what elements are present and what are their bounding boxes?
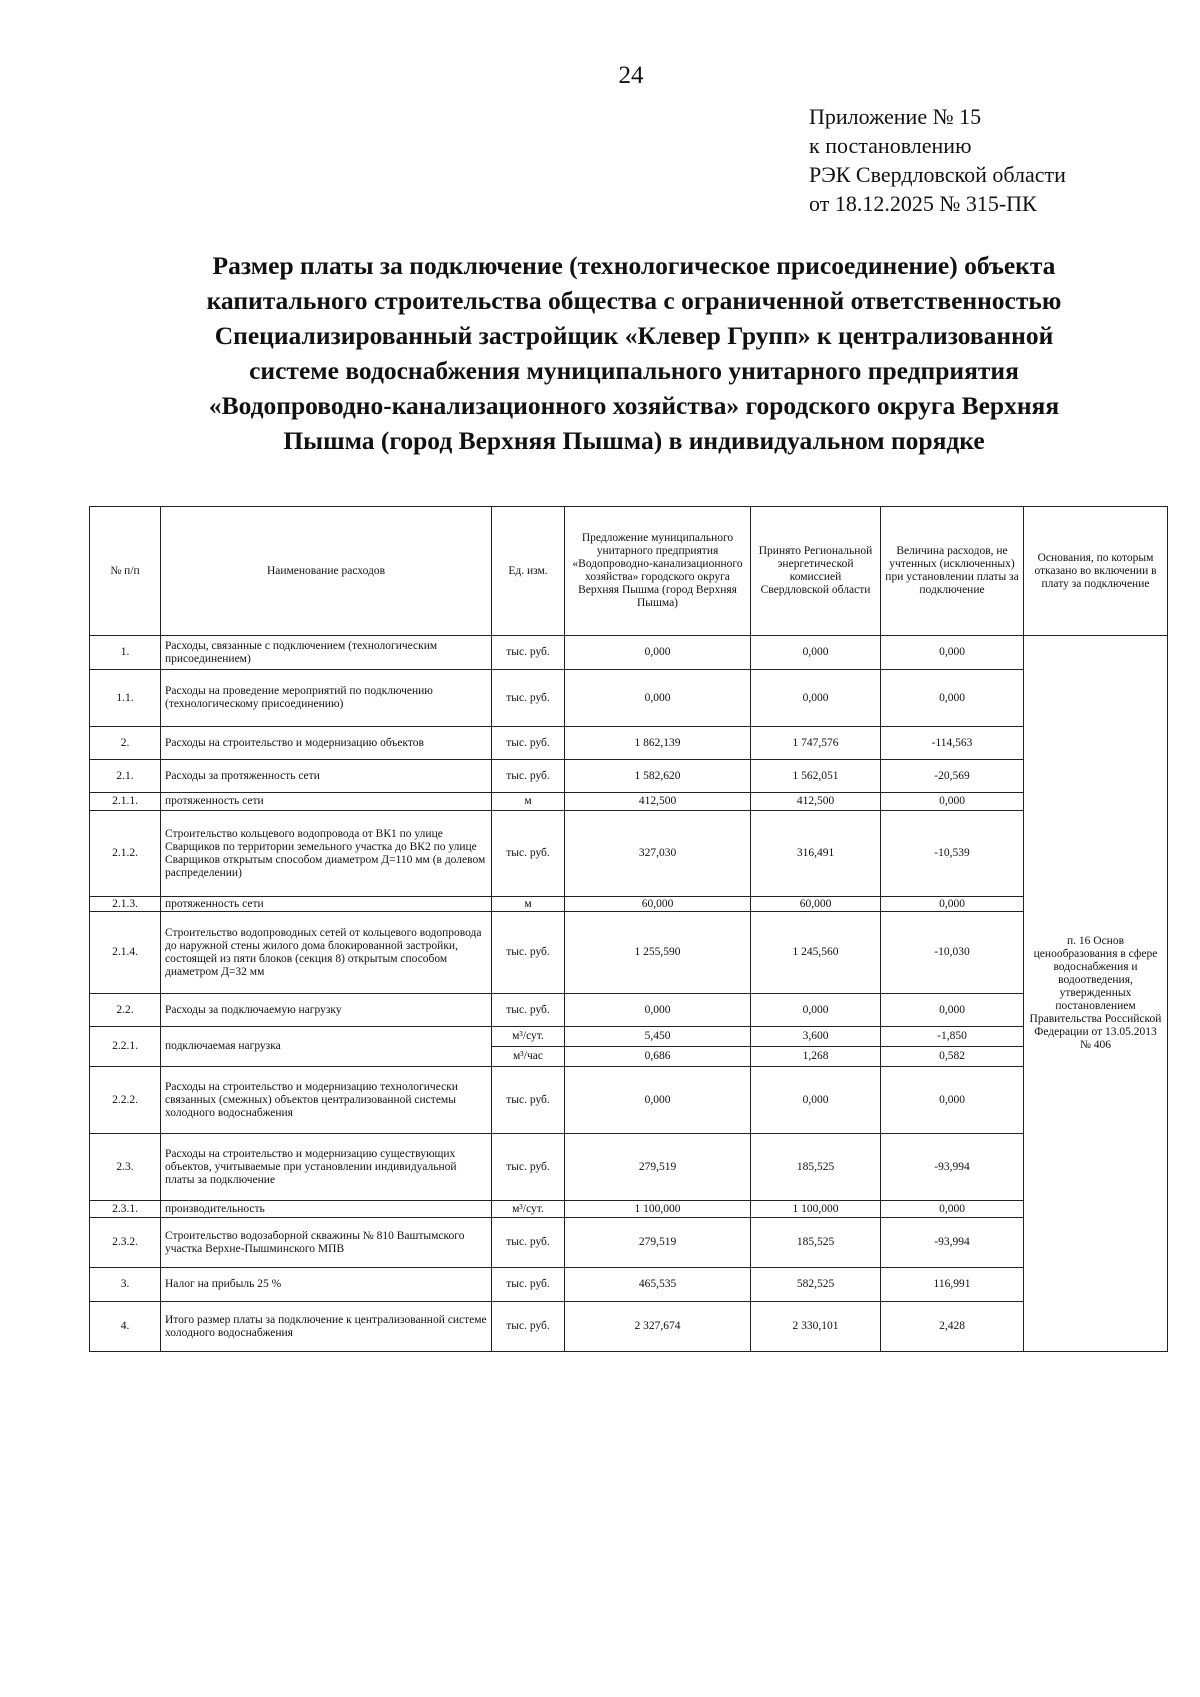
cell-proposal: 279,519 (565, 1218, 751, 1268)
cell-name: протяженность сети (161, 897, 492, 912)
table-row (90, 1302, 1168, 1352)
cell-excluded: 0,000 (881, 793, 1024, 811)
cell-accepted: 1 245,560 (751, 912, 881, 994)
cell-proposal: 1 255,590 (565, 912, 751, 994)
cell-num: 2.2. (90, 994, 161, 1027)
appendix-line: к постановлению (809, 133, 972, 158)
table-row (90, 811, 1168, 897)
cell-name: подключаемая нагрузка (161, 1027, 492, 1067)
table-row (90, 670, 1168, 727)
table-row (90, 1027, 1168, 1047)
table-row (90, 727, 1168, 760)
cell-name: Расходы за подключаемую нагрузку (161, 994, 492, 1027)
cell-basis: п. 16 Основ ценообразования в сфере водоснабжения и водоотведения, утвержденных постановлением Правительства Российской Федерации от 13.05.2013 № 406 (1024, 636, 1168, 1352)
cell-accepted: 316,491 (751, 811, 881, 897)
cell-num: 3. (90, 1268, 161, 1302)
cell-name: Расходы на проведение мероприятий по подключению (технологическому присоединению) (161, 670, 492, 727)
header-accepted: Принято Региональной энергетической комиссией Свердловской области (751, 507, 881, 636)
title-line: капитального строительства общества с ограниченной ответственностью (206, 286, 1062, 315)
cell-unit: м³/сут. (492, 1201, 565, 1218)
cell-num: 4. (90, 1302, 161, 1352)
cell-unit: тыс. руб. (492, 994, 565, 1027)
title-line: Размер платы за подключение (технологическое присоединение) объекта (212, 251, 1056, 280)
cell-num: 2.3.2. (90, 1218, 161, 1268)
cell-proposal: 327,030 (565, 811, 751, 897)
title-line: «Водопроводно-канализационного хозяйства» городского округа Верхняя (208, 391, 1060, 420)
cell-proposal: 1 582,620 (565, 760, 751, 793)
cell-num: 2.2.2. (90, 1067, 161, 1134)
header-proposal: Предложение муниципального унитарного предприятия «Водопроводно-канализационного хозяйства» городского округа Верхняя Пышма (город Верхняя Пышма) (565, 507, 751, 636)
cell-num: 2.1.4. (90, 912, 161, 994)
header-excluded: Величина расходов, не учтенных (исключенных) при установлении платы за подключение (881, 507, 1024, 636)
page-number: 24 (618, 62, 644, 89)
cell-excluded: 0,000 (881, 1201, 1024, 1218)
cell-unit: м (492, 897, 565, 912)
cell-excluded: 116,991 (881, 1268, 1024, 1302)
table-row (90, 1201, 1168, 1218)
cell-excluded: -10,030 (881, 912, 1024, 994)
cell-unit: тыс. руб. (492, 912, 565, 994)
cell-accepted: 1 747,576 (751, 727, 881, 760)
cell-name: Строительство кольцевого водопровода от ВК1 по улице Сварщиков по территории земельного участка до ВК2 по улице Сварщиков открытым способом диаметром Д=110 мм (в долевом распределении) (161, 811, 492, 897)
document-title (140, 248, 1128, 458)
cell-excluded: 0,000 (881, 1067, 1024, 1134)
cell-num: 2.1.2. (90, 811, 161, 897)
cell-name: Расходы на строительство и модернизацию объектов (161, 727, 492, 760)
table-row (90, 1134, 1168, 1201)
cell-num: 2.1.1. (90, 793, 161, 811)
cell-accepted: 2 330,101 (751, 1302, 881, 1352)
cell-unit: м³/сут. (492, 1027, 565, 1047)
cell-num: 2.1. (90, 760, 161, 793)
cell-unit: м³/час (492, 1047, 565, 1067)
table-row (90, 636, 1168, 670)
cell-num: 1. (90, 636, 161, 670)
cell-num: 2.3.1. (90, 1201, 161, 1218)
cell-proposal: 1 862,139 (565, 727, 751, 760)
table-row (90, 897, 1168, 912)
cell-name: Строительство водопроводных сетей от кольцевого водопровода до наружной стены жилого дома блокированной застройки, состоящей из пяти блоков (секция 8) открытым способом диаметром Д=32 мм (161, 912, 492, 994)
cell-accepted: 1 562,051 (751, 760, 881, 793)
table-row (90, 1218, 1168, 1268)
cell-num: 2.1.3. (90, 897, 161, 912)
cell-proposal: 0,000 (565, 670, 751, 727)
cell-unit: тыс. руб. (492, 1268, 565, 1302)
cell-unit: тыс. руб. (492, 811, 565, 897)
cell-name: Расходы на строительство и модернизацию технологически связанных (смежных) объектов централизованной системы холодного водоснабжения (161, 1067, 492, 1134)
cell-excluded: 0,000 (881, 636, 1024, 670)
cell-excluded: 2,428 (881, 1302, 1024, 1352)
cell-excluded: -10,539 (881, 811, 1024, 897)
cell-unit: тыс. руб. (492, 1302, 565, 1352)
cell-proposal: 279,519 (565, 1134, 751, 1201)
appendix-line: Приложение № 15 (809, 104, 982, 129)
cell-name: производительность (161, 1201, 492, 1218)
cell-unit: м (492, 793, 565, 811)
cell-unit: тыс. руб. (492, 1218, 565, 1268)
cell-proposal: 0,000 (565, 1067, 751, 1134)
cell-excluded: -20,569 (881, 760, 1024, 793)
appendix-line: РЭК Свердловской области (809, 162, 1066, 187)
cell-num: 2. (90, 727, 161, 760)
cell-unit: тыс. руб. (492, 670, 565, 727)
cell-proposal: 0,000 (565, 994, 751, 1027)
appendix-reference (809, 102, 1066, 218)
costs-table (89, 506, 1168, 1352)
cell-accepted: 412,500 (751, 793, 881, 811)
cell-name: Строительство водозаборной скважины № 810 Ваштымского участка Верхне-Пышминского МПВ (161, 1218, 492, 1268)
cell-excluded: 0,000 (881, 994, 1024, 1027)
cell-unit: тыс. руб. (492, 727, 565, 760)
cell-name: Расходы, связанные с подключением (технологическим присоединением) (161, 636, 492, 670)
cell-excluded: -93,994 (881, 1218, 1024, 1268)
cell-proposal: 0,686 (565, 1047, 751, 1067)
cell-proposal: 60,000 (565, 897, 751, 912)
cell-accepted: 0,000 (751, 670, 881, 727)
title-line: Пышма (город Верхняя Пышма) в индивидуальном порядке (283, 426, 985, 455)
cell-accepted: 0,000 (751, 1067, 881, 1134)
cell-unit: тыс. руб. (492, 760, 565, 793)
cell-unit: тыс. руб. (492, 1067, 565, 1134)
cell-excluded: 0,582 (881, 1047, 1024, 1067)
table-row (90, 1067, 1168, 1134)
cell-accepted: 0,000 (751, 636, 881, 670)
header-num: № п/п (90, 507, 161, 636)
header-basis: Основания, по которым отказано во включении в плату за подключение (1024, 507, 1168, 636)
cell-accepted: 1,268 (751, 1047, 881, 1067)
table-row (90, 994, 1168, 1027)
appendix-line: от 18.12.2025 № 315-ПК (809, 191, 1037, 216)
cell-name: протяженность сети (161, 793, 492, 811)
title-line: системе водоснабжения муниципального унитарного предприятия (249, 356, 1019, 385)
table-row (90, 760, 1168, 793)
table-header-row (90, 507, 1168, 636)
table-row (90, 912, 1168, 994)
header-unit: Ед. изм. (492, 507, 565, 636)
cell-proposal: 412,500 (565, 793, 751, 811)
cell-excluded: 0,000 (881, 897, 1024, 912)
cell-proposal: 2 327,674 (565, 1302, 751, 1352)
cell-name: Расходы за протяженность сети (161, 760, 492, 793)
cell-proposal: 465,535 (565, 1268, 751, 1302)
cell-num: 2.2.1. (90, 1027, 161, 1067)
cell-name: Расходы на строительство и модернизацию существующих объектов, учитываемые при установлении индивидуальной платы за подключение (161, 1134, 492, 1201)
cell-proposal: 1 100,000 (565, 1201, 751, 1218)
cell-accepted: 185,525 (751, 1218, 881, 1268)
cell-name: Налог на прибыль 25 % (161, 1268, 492, 1302)
cell-proposal: 0,000 (565, 636, 751, 670)
cell-accepted: 1 100,000 (751, 1201, 881, 1218)
cell-num: 1.1. (90, 670, 161, 727)
cell-excluded: -93,994 (881, 1134, 1024, 1201)
cell-excluded: 0,000 (881, 670, 1024, 727)
header-name: Наименование расходов (161, 507, 492, 636)
cell-accepted: 60,000 (751, 897, 881, 912)
cell-unit: тыс. руб. (492, 636, 565, 670)
cell-accepted: 582,525 (751, 1268, 881, 1302)
cell-excluded: -114,563 (881, 727, 1024, 760)
table-row (90, 1268, 1168, 1302)
cell-name: Итого размер платы за подключение к централизованной системе холодного водоснабжения (161, 1302, 492, 1352)
cell-accepted: 185,525 (751, 1134, 881, 1201)
cell-num: 2.3. (90, 1134, 161, 1201)
cell-excluded: -1,850 (881, 1027, 1024, 1047)
title-line: Специализированный застройщик «Клевер Групп» к централизованной (214, 321, 1054, 350)
table-row (90, 793, 1168, 811)
cell-unit: тыс. руб. (492, 1134, 565, 1201)
cell-accepted: 3,600 (751, 1027, 881, 1047)
cell-accepted: 0,000 (751, 994, 881, 1027)
cell-proposal: 5,450 (565, 1027, 751, 1047)
